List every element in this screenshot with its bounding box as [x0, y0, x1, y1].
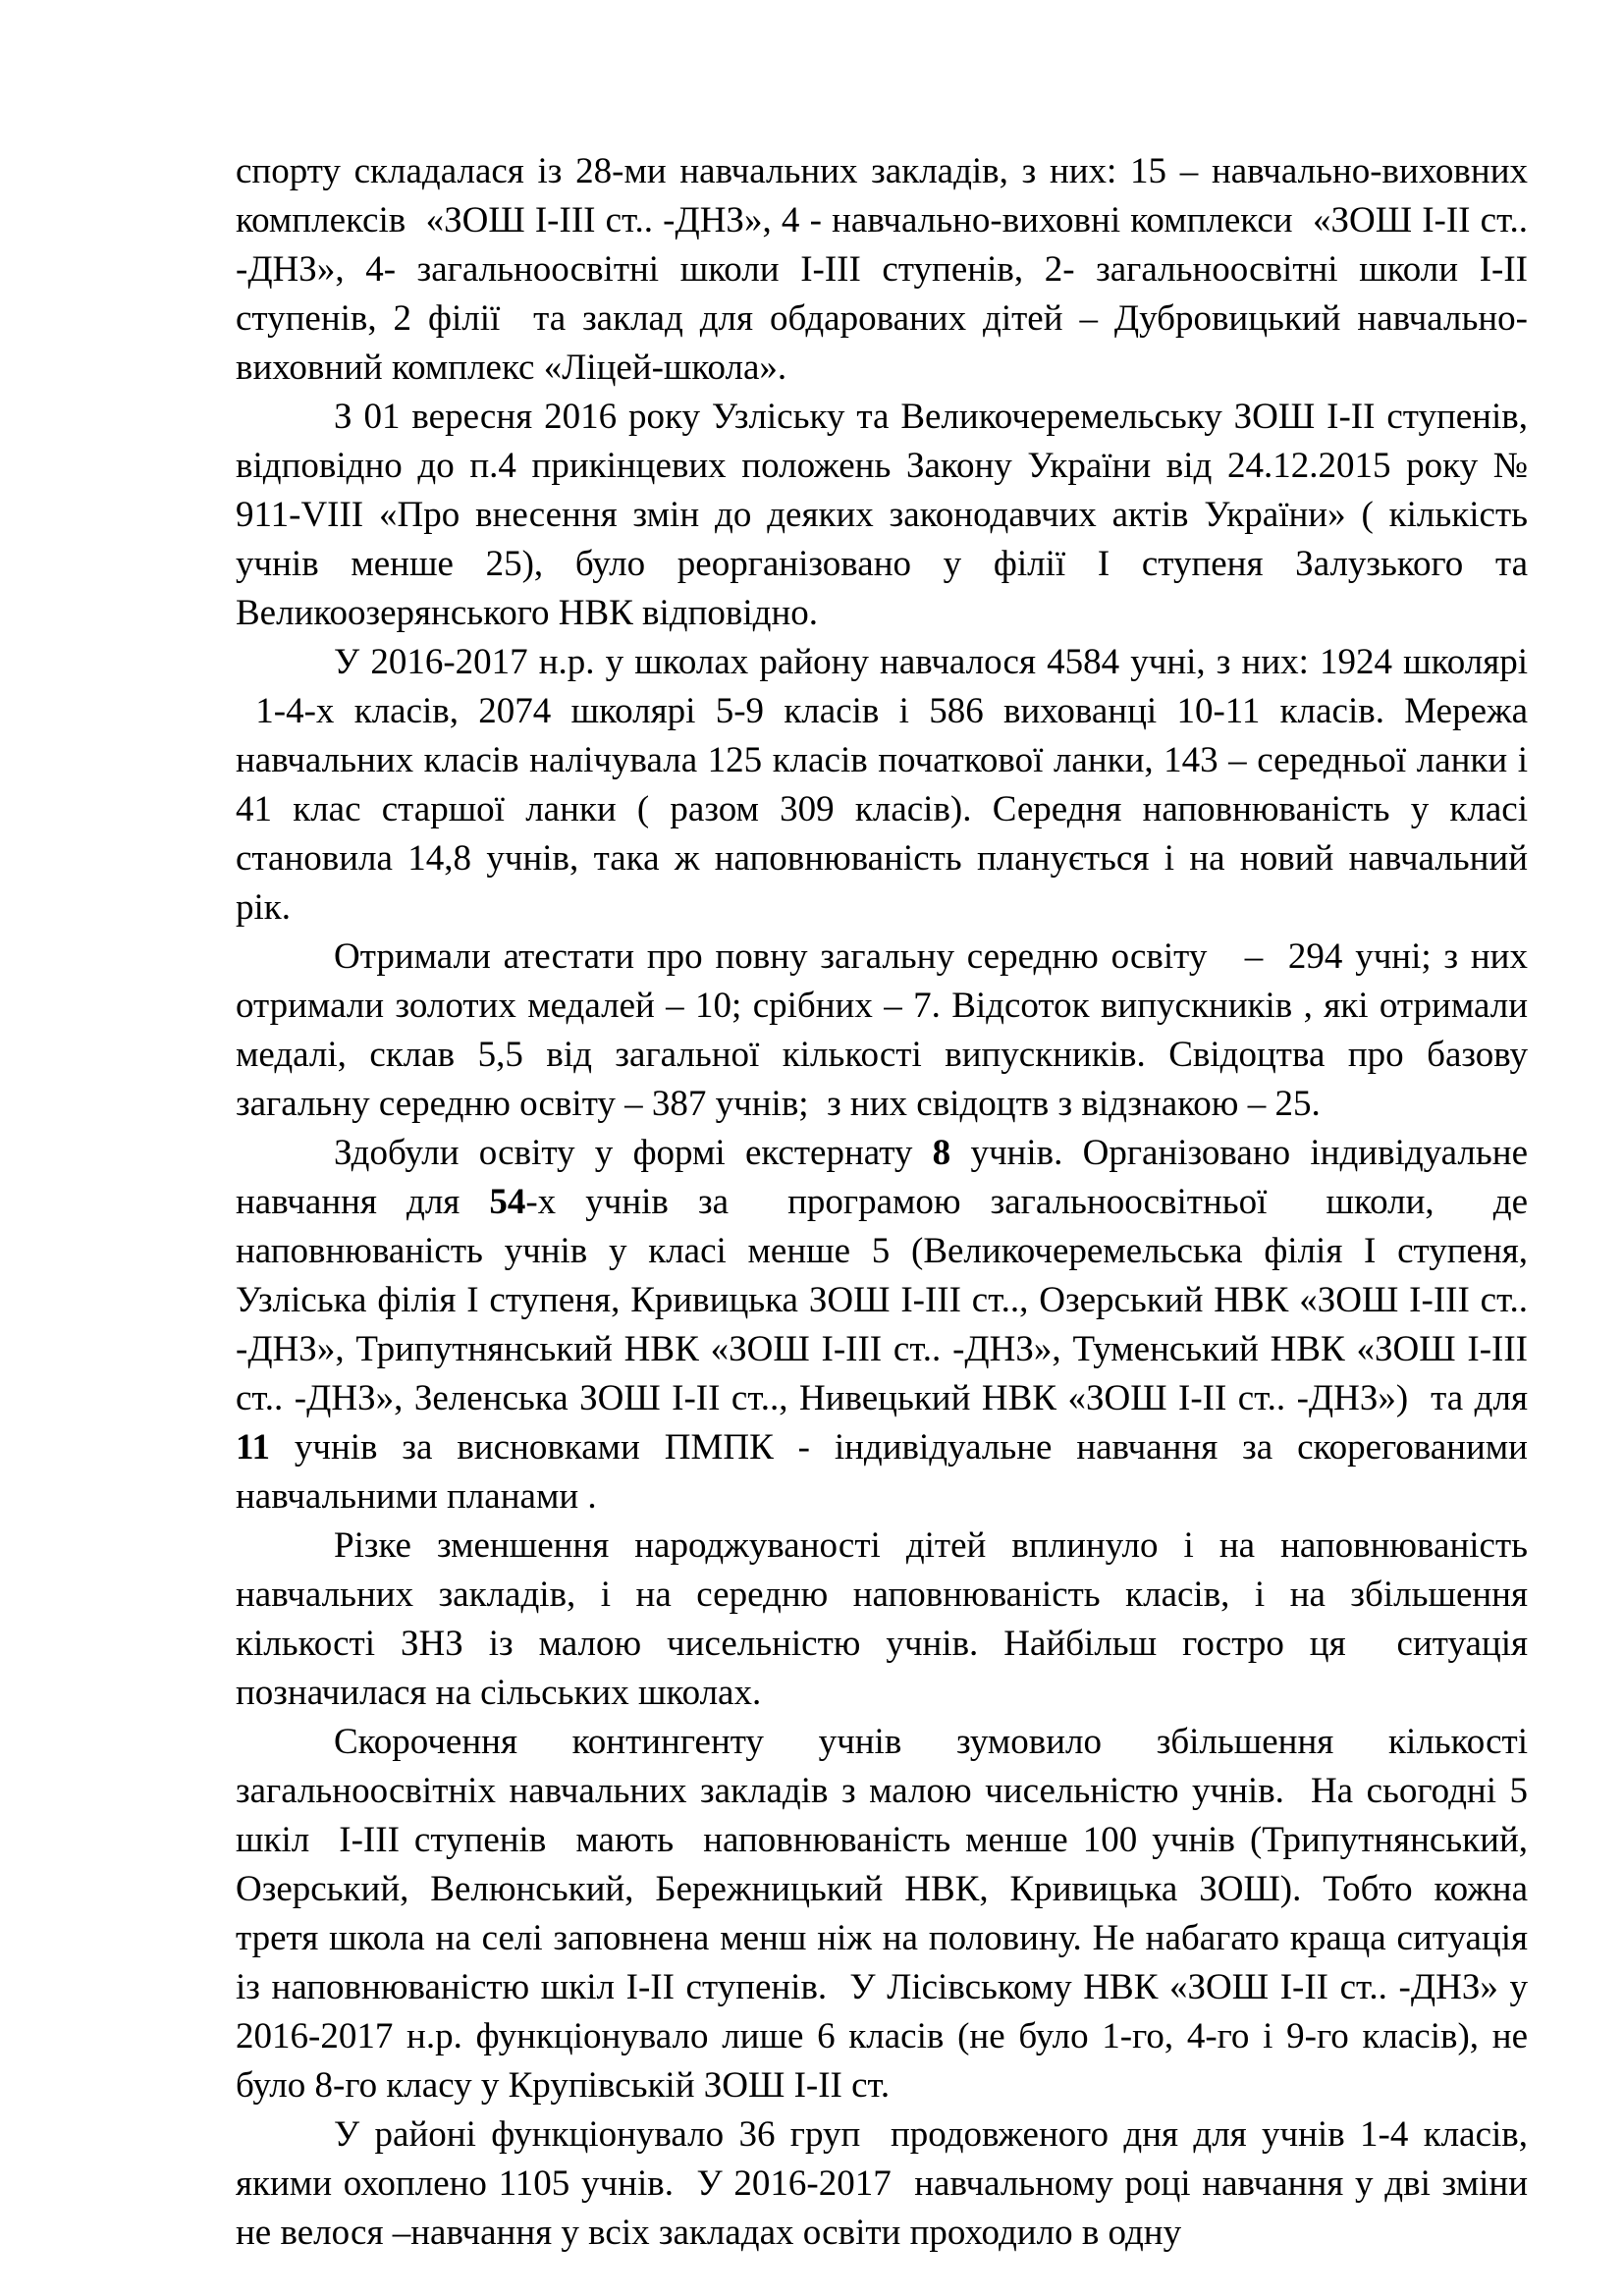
paragraph-text: Різке зменшення народжуваності дітей вплинуло і на наповнюваність навчальних закладів, і на середню наповнюваність класів, і на збільшення кількості ЗНЗ із малою чисельністю учнів. Найбільш гостро ця ситуація позначилася на сільських школах.	[236, 1525, 1528, 1713]
paragraph-birth-rate	[236, 1522, 1528, 1718]
paragraph-text: Отримали атестати про повну загальну середню освіту – 294 учні; з них отримали золотих медалей – 10; срібних – 7. Відсоток випускників , які отримали медалі, склав 5,5 від загальної кількості випускників. Свідоцтва про базову загальну середню освіту – 387 учнів; з них свідоцтв з відзнакою – 25.	[236, 936, 1528, 1124]
paragraph-reorganization	[236, 393, 1528, 638]
paragraph-extended-day-groups	[236, 2110, 1528, 2258]
paragraph-external-education	[236, 1129, 1528, 1522]
bold-number: 8	[932, 1133, 951, 1173]
paragraph-text: У 2016-2017 н.р. у школах району навчалося 4584 учні, з них: 1924 школярі 1-4-х класів, 2074 школярі 5-9 класів і 586 вихованці 10-11 класів. Мережа навчальних класів налічувала 125 класів початкової ланки, 143 – середньої ланки і 41 клас старшої ланки ( разом 309 класів). Середня наповнюваність у класі становила 14,8 учнів, така ж наповнюваність планується і на новий навчальний рік.	[236, 642, 1528, 928]
paragraph-schools-network	[236, 147, 1528, 393]
bold-number: 11	[236, 1427, 270, 1468]
bold-number: 54	[489, 1182, 526, 1222]
paragraph-small-schools	[236, 1718, 1528, 2110]
paragraph-text: -х учнів за програмою загальноосвітньої школи, де наповнюваність учнів у класі менше 5 (Великочеремельська філія І ступеня, Узліська філія І ступеня, Кривицька ЗОШ І-ІІІ ст.., Озерський НВК «ЗОШ І-ІІІ ст.. -ДНЗ», Трипутнянський НВК «ЗОШ І-ІІІ ст.. -ДНЗ», Туменський НВК «ЗОШ І-ІІІ ст.. -ДНЗ», Зеленська ЗОШ І-ІІ ст.., Нивецький НВК «ЗОШ І-ІІ ст.. -ДНЗ») та для	[236, 1182, 1528, 1418]
paragraph-text: учнів. Організовано індивідуальне навчання для	[236, 1133, 1528, 1222]
document-body	[236, 147, 1528, 2258]
paragraph-text: У районі функціонувало 36 груп продовженого дня для учнів 1-4 класів, якими охоплено 1105 учнів. У 2016-2017 навчальному році навчання у дві зміни не велося –навчання у всіх закладах освіти проходило в одну	[236, 2114, 1528, 2253]
paragraph-text: спорту складалася із 28-ми навчальних закладів, з них: 15 – навчально-виховних комплексів «ЗОШ І-ІІІ ст.. -ДНЗ», 4 - навчально-виховні комплекси «ЗОШ І-ІІ ст.. -ДНЗ», 4- загальноосвітні школи І-ІІІ ступенів, 2- загальноосвітні школи І-ІІ ступенів, 2 філії та заклад для обдарованих дітей – Дубровицький навчально-виховний комплекс «Ліцей-школа».	[236, 151, 1528, 388]
paragraph-text: Скорочення контингенту учнів зумовило збільшення кількості загальноосвітніх навчальних закладів з малою чисельністю учнів. На сьогодні 5 шкіл І-ІІІ ступенів мають наповнюваність менше 100 учнів (Трипутнянський, Озерський, Велюнський, Бережницький НВК, Кривицька ЗОШ). Тобто кожна третя школа на селі заповнена менш ніж на половину. Не набагато краща ситуація із наповнюваністю шкіл І-ІІ ступенів. У Лісівському НВК «ЗОШ І-ІІ ст.. -ДНЗ» у 2016-2017 н.р. функціонувало лише 6 класів (не було 1-го, 4-го і 9-го класів), не було 8-го класу у Крупівській ЗОШ І-ІІ ст.	[236, 1722, 1528, 2106]
paragraph-text: З 01 вересня 2016 року Узліську та Великочеремельську ЗОШ І-ІІ ступенів, відповідно до п.4 прикінцевих положень Закону України від 24.12.2015 року № 911-VIII «Про внесення змін до деяких законодавчих актів України» ( кількість учнів менше 25), було реорганізовано у філії І ступеня Залузького та Великоозерянського НВК відповідно.	[236, 397, 1528, 633]
paragraph-text: учнів за висновками ПМПК - індивідуальне навчання за скорегованими навчальними планами .	[236, 1427, 1528, 1517]
paragraph-student-count	[236, 638, 1528, 933]
paragraph-certificates	[236, 933, 1528, 1129]
paragraph-text: Здобули освіту у формі екстернату	[334, 1133, 933, 1173]
